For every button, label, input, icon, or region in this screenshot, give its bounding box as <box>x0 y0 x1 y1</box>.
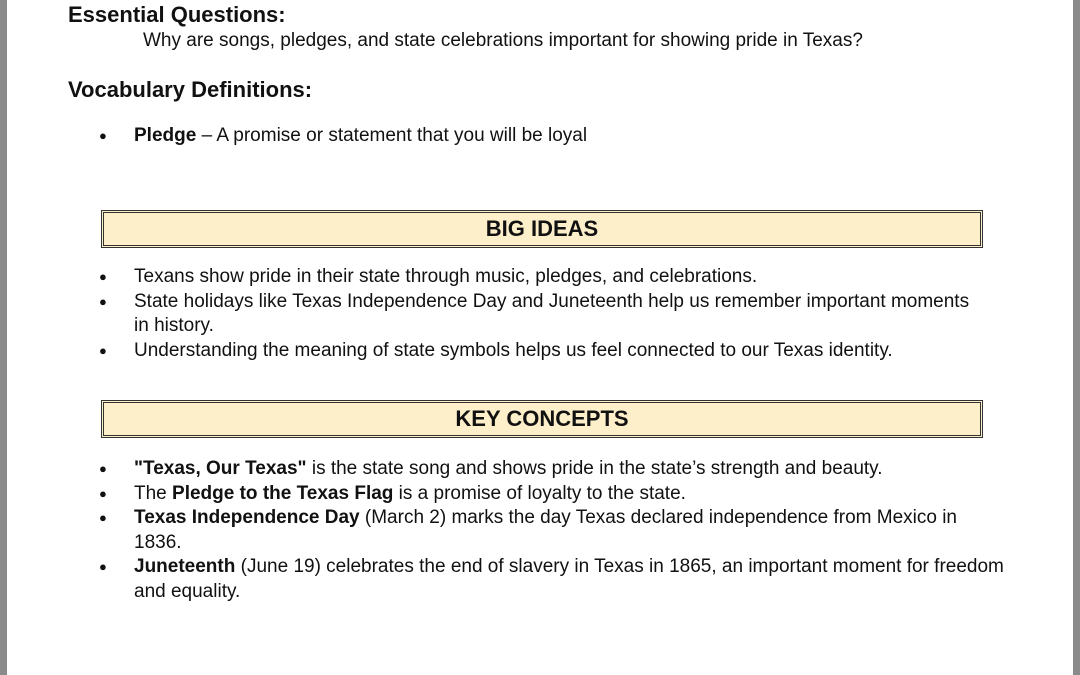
bold-term: Pledge to the Texas Flag <box>172 482 394 504</box>
bold-term: Juneteenth <box>134 556 236 577</box>
big-ideas-list <box>99 265 979 363</box>
key-concepts-list <box>99 457 1019 604</box>
big-idea-item: ● Texans show pride in their state through music, pledges, and celebrations. <box>99 265 979 290</box>
essential-question: Why are songs, pledges, and state celebrations important for showing pride in Texas? <box>143 30 863 51</box>
key-concept-item <box>99 555 1019 604</box>
text: The <box>134 482 173 504</box>
text: is a promise of loyalty to the state. <box>393 482 686 504</box>
key-concept-item <box>99 457 1019 482</box>
bold-term: Texas Independence Day <box>134 507 360 528</box>
vocabulary-heading: Vocabulary Definitions: <box>68 77 313 102</box>
document-page <box>7 0 1073 675</box>
vocab-item <box>99 124 999 149</box>
text: is the state song and shows pride in the state’s strength and beauty. <box>306 458 883 479</box>
vocab-definition: – A promise or statement that you will be loyal <box>196 125 588 146</box>
vocab-term: Pledge <box>134 125 197 146</box>
big-idea-item: ● Understanding the meaning of state symbols helps us feel connected to our Texas identity. <box>99 339 979 364</box>
vocabulary-list <box>99 124 999 149</box>
key-concept-item <box>99 482 1019 507</box>
key-concept-item <box>99 506 1019 555</box>
key-concepts-banner: KEY CONCEPTS <box>101 400 983 438</box>
big-ideas-banner: BIG IDEAS <box>101 210 983 248</box>
bold-term: "Texas, Our Texas" <box>134 458 307 479</box>
essential-questions-heading: Essential Questions: <box>68 2 286 27</box>
text: (March 2) marks the day Texas declared independence from Mexico in 1836. <box>134 507 958 553</box>
big-idea-item: ● State holidays like Texas Independence Day and Juneteenth help us remember important moments in history. <box>99 290 979 339</box>
text: (June 19) celebrates the end of slavery in Texas in 1865, an important moment for freedom and equality. <box>134 556 1004 602</box>
